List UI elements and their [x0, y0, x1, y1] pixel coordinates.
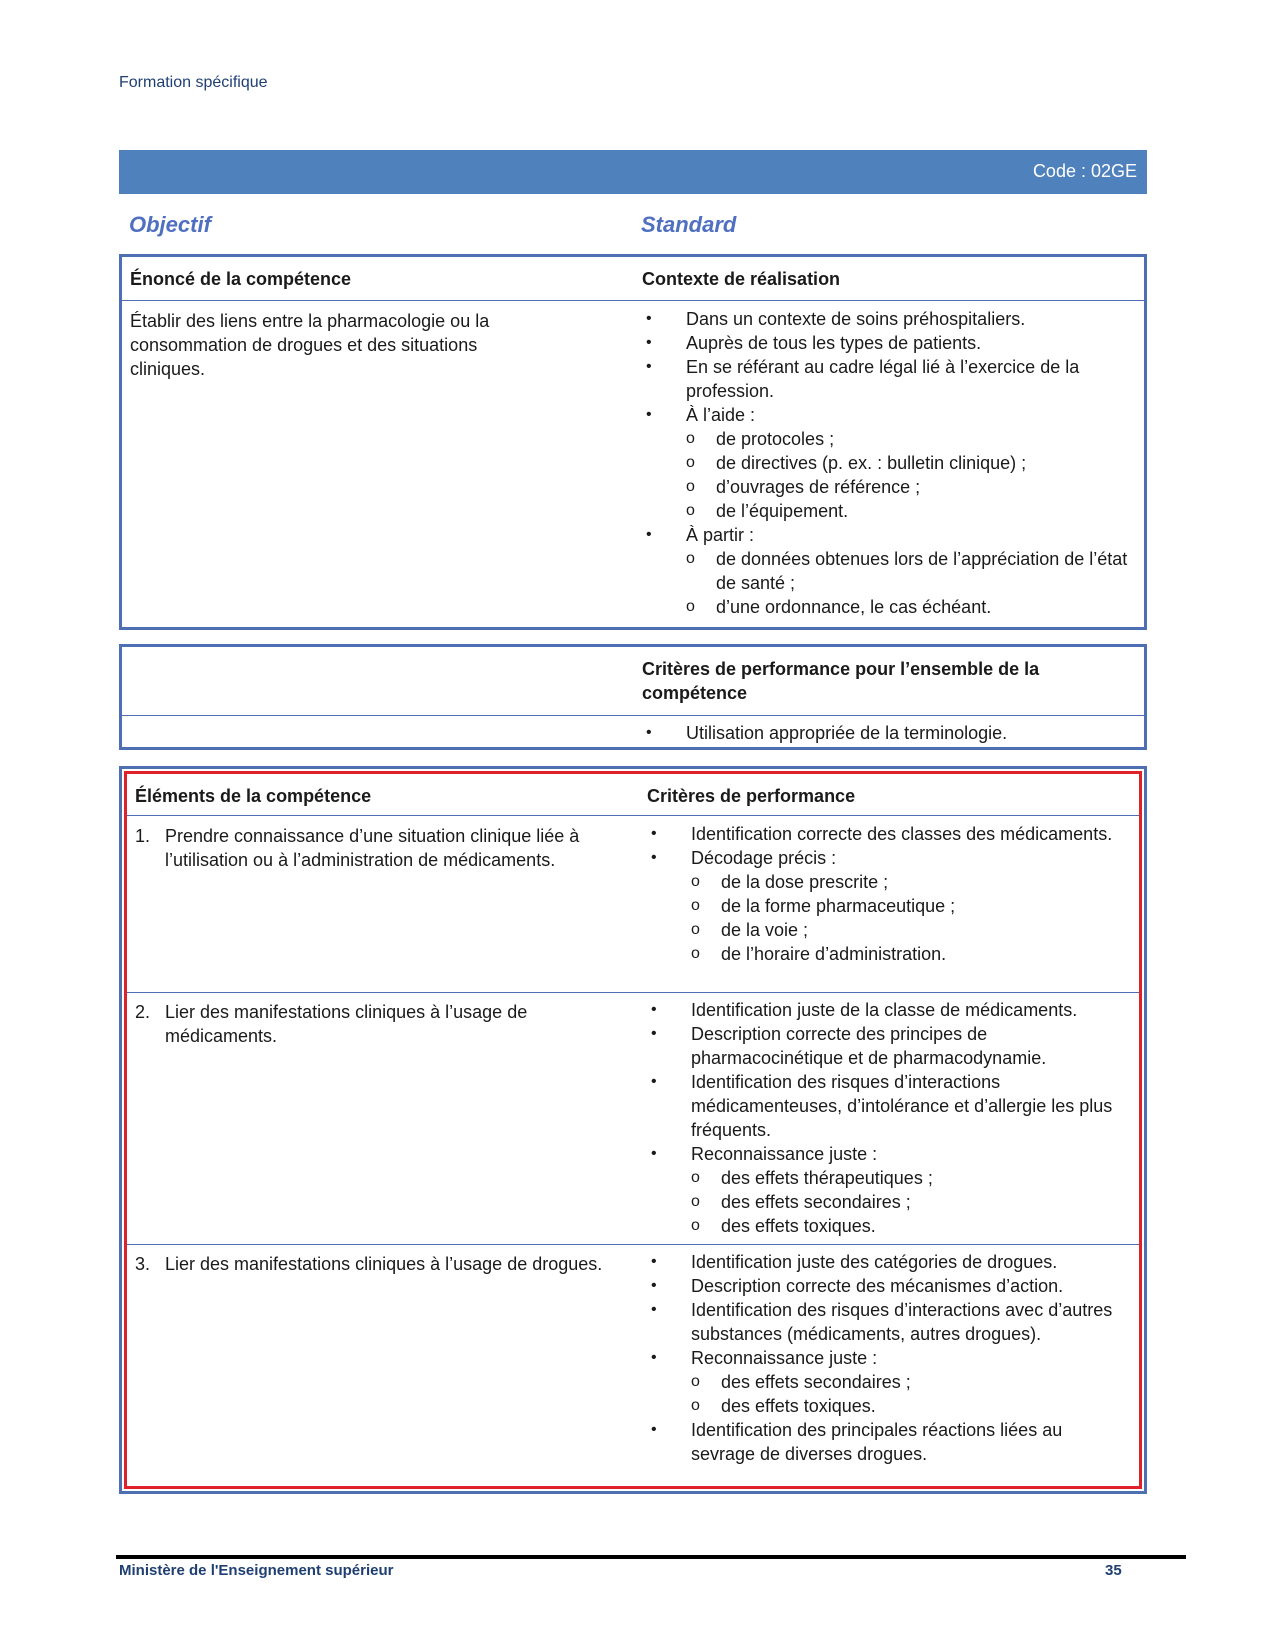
bullet-icon: •	[651, 1421, 657, 1438]
bullet-icon: •	[651, 825, 657, 842]
element-text: Lier des manifestations cliniques à l’usage de drogues.	[165, 1254, 603, 1274]
sub-bullet-icon: o	[686, 454, 695, 471]
sub-list	[691, 1166, 1129, 1238]
bullet-text: À partir :	[686, 525, 755, 545]
sub-item	[691, 1190, 1129, 1214]
element-statement	[135, 1252, 605, 1276]
sub-bullet-icon: o	[686, 550, 695, 567]
bullet-text: Utilisation appropriée de la terminologie.	[686, 723, 1008, 743]
bullet-item	[647, 846, 1129, 966]
bullet-icon: •	[651, 1145, 657, 1162]
sub-item	[691, 1166, 1129, 1190]
sub-item-text: des effets secondaires ;	[721, 1372, 911, 1392]
header-divider	[122, 300, 1144, 301]
elements-header-divider	[127, 815, 1139, 816]
sub-bullet-icon: o	[686, 598, 695, 615]
sub-list	[691, 870, 1129, 966]
bullet-item	[647, 1274, 1129, 1298]
bullet-icon: •	[651, 1025, 657, 1042]
footer-rule	[116, 1555, 1186, 1559]
sub-item	[686, 499, 1134, 523]
elements-table	[119, 766, 1147, 1494]
bullet-item	[647, 822, 1129, 846]
element-2	[135, 1000, 625, 1048]
code-band	[119, 150, 1147, 194]
bullet-icon: •	[646, 310, 652, 327]
sub-bullet-icon: o	[691, 1169, 700, 1186]
element-2-criteria	[647, 998, 1129, 1238]
sub-item	[691, 1370, 1129, 1394]
bullet-icon: •	[646, 358, 652, 375]
bullet-item	[642, 355, 1134, 403]
element-1	[135, 824, 625, 872]
bullet-item	[642, 403, 1134, 523]
element-number: 1.	[135, 826, 151, 846]
page-number: 35	[1105, 1562, 1122, 1579]
sub-item-text: de la voie ;	[721, 920, 809, 940]
bullet-text: En se référant au cadre légal lié à l’exercice de la profession.	[686, 357, 1080, 401]
bullet-item	[647, 1346, 1129, 1418]
bullet-item	[642, 721, 1134, 745]
sub-bullet-icon: o	[691, 945, 700, 962]
sub-item	[686, 451, 1134, 475]
sub-item	[691, 870, 1129, 894]
bullet-item	[647, 998, 1129, 1022]
bullet-text: Identification des risques d’interactions avec d’autres substances (médicaments, autres drogues).	[691, 1300, 1113, 1344]
sub-bullet-icon: o	[691, 1193, 700, 1210]
running-header: Formation spécifique	[119, 74, 268, 91]
row-divider	[127, 1244, 1139, 1245]
bullet-text: Identification juste de la classe de médicaments.	[691, 1000, 1078, 1020]
bullet-text: Description correcte des principes de pharmacocinétique et de pharmacodynamie.	[691, 1024, 1047, 1068]
sub-list	[686, 427, 1134, 523]
sub-item-text: de données obtenues lors de l’appréciation de l’état de santé ;	[716, 549, 1128, 593]
bullet-item	[647, 1418, 1129, 1466]
bullet-text: Identification des principales réactions liées au sevrage de diverses drogues.	[691, 1420, 1063, 1464]
sub-bullet-icon: o	[691, 1373, 700, 1390]
sub-item	[686, 547, 1134, 595]
bullet-text: Reconnaissance juste :	[691, 1348, 878, 1368]
general-criteria-table	[119, 644, 1147, 750]
sub-bullet-icon: o	[691, 1217, 700, 1234]
sub-item	[686, 427, 1134, 451]
statement-header: Énoncé de la compétence	[130, 269, 352, 289]
bullet-icon: •	[646, 526, 652, 543]
sub-item-text: des effets thérapeutiques ;	[721, 1168, 933, 1188]
bullet-text: Identification correcte des classes des médicaments.	[691, 824, 1113, 844]
footer-ministry: Ministère de l'Enseignement supérieur	[119, 1562, 394, 1579]
row-divider	[127, 992, 1139, 993]
sub-item	[686, 595, 1134, 619]
bullet-icon: •	[651, 1001, 657, 1018]
bullet-text: Description correcte des mécanismes d’action.	[691, 1276, 1064, 1296]
elements-header: Éléments de la compétence	[135, 786, 372, 806]
bullet-list	[647, 998, 1129, 1238]
element-number: 2.	[135, 1002, 151, 1022]
bullet-text: Identification des risques d’interactions médicamenteuses, d’intolérance et d’allergie les plus fréquents.	[691, 1072, 1113, 1140]
bullet-item	[642, 307, 1134, 331]
element-3	[135, 1252, 625, 1276]
bullet-icon: •	[646, 724, 652, 741]
element-statement	[135, 1000, 605, 1048]
element-number: 3.	[135, 1254, 151, 1274]
sub-item	[691, 942, 1129, 966]
sub-item-text: de protocoles ;	[716, 429, 835, 449]
sub-item-text: de la forme pharmaceutique ;	[721, 896, 956, 916]
sub-item	[691, 1214, 1129, 1238]
competency-code: Code : 02GE	[1032, 161, 1137, 181]
competency-statement: Établir des liens entre la pharmacologie ou la consommation de drogues et des situations cliniques.	[130, 311, 490, 379]
bullet-item	[647, 1022, 1129, 1070]
bullet-item	[647, 1070, 1129, 1142]
bullet-list	[642, 721, 1134, 745]
bullet-item	[642, 331, 1134, 355]
context-header: Contexte de réalisation	[642, 269, 841, 289]
sub-item-text: de directives (p. ex. : bulletin clinique) ;	[716, 453, 1027, 473]
sub-item-text: d’une ordonnance, le cas échéant.	[716, 597, 992, 617]
bullet-text: Reconnaissance juste :	[691, 1144, 878, 1164]
sub-item	[691, 1394, 1129, 1418]
bullet-text: À l’aide :	[686, 405, 756, 425]
sub-item-text: des effets toxiques.	[721, 1216, 876, 1236]
bullet-text: Auprès de tous les types de patients.	[686, 333, 982, 353]
bullet-text: Dans un contexte de soins préhospitaliers.	[686, 309, 1026, 329]
bullet-list	[647, 1250, 1129, 1466]
sub-bullet-icon: o	[691, 897, 700, 914]
element-text: Lier des manifestations cliniques à l’usage de médicaments.	[165, 1002, 528, 1046]
bullet-icon: •	[651, 849, 657, 866]
criteria-divider	[122, 715, 1144, 716]
sub-bullet-icon: o	[686, 502, 695, 519]
bullet-text: Décodage précis :	[691, 848, 837, 868]
bullet-item	[647, 1142, 1129, 1238]
sub-list	[691, 1370, 1129, 1418]
sub-item-text: de l’équipement.	[716, 501, 849, 521]
bullet-item	[647, 1250, 1129, 1274]
general-criteria-header: Critères de performance pour l’ensemble de la compétence	[642, 659, 1040, 703]
elements-table-frame	[124, 771, 1142, 1489]
element-text: Prendre connaissance d’une situation clinique liée à l’utilisation ou à l’administration de médicaments.	[165, 826, 580, 870]
bullet-icon: •	[651, 1301, 657, 1318]
sub-item	[691, 894, 1129, 918]
bullet-icon: •	[651, 1253, 657, 1270]
objectif-label: Objectif	[129, 212, 211, 237]
sub-item-text: d’ouvrages de référence ;	[716, 477, 921, 497]
bullet-item	[647, 1298, 1129, 1346]
bullet-icon: •	[651, 1349, 657, 1366]
bullet-icon: •	[646, 406, 652, 423]
bullet-list	[642, 307, 1134, 619]
element-statement	[135, 824, 605, 872]
bullet-icon: •	[651, 1277, 657, 1294]
sub-item-text: de la dose prescrite ;	[721, 872, 889, 892]
sub-item-text: des effets secondaires ;	[721, 1192, 911, 1212]
general-criteria-list	[642, 721, 1134, 745]
performance-header: Critères de performance	[647, 786, 856, 806]
context-table	[119, 254, 1147, 630]
bullet-text: Identification juste des catégories de drogues.	[691, 1252, 1058, 1272]
element-1-criteria	[647, 822, 1129, 966]
sub-bullet-icon: o	[686, 430, 695, 447]
sub-item	[691, 918, 1129, 942]
bullet-icon: •	[651, 1073, 657, 1090]
sub-list	[686, 547, 1134, 619]
bullet-icon: •	[646, 334, 652, 351]
element-3-criteria	[647, 1250, 1129, 1466]
context-list	[642, 307, 1134, 619]
sub-item	[686, 475, 1134, 499]
standard-label: Standard	[641, 212, 737, 237]
sub-item-text: des effets toxiques.	[721, 1396, 876, 1416]
sub-bullet-icon: o	[691, 1397, 700, 1414]
sub-item-text: de l’horaire d’administration.	[721, 944, 947, 964]
sub-bullet-icon: o	[691, 873, 700, 890]
bullet-list	[647, 822, 1129, 966]
sub-bullet-icon: o	[691, 921, 700, 938]
sub-bullet-icon: o	[686, 478, 695, 495]
bullet-item	[642, 523, 1134, 619]
